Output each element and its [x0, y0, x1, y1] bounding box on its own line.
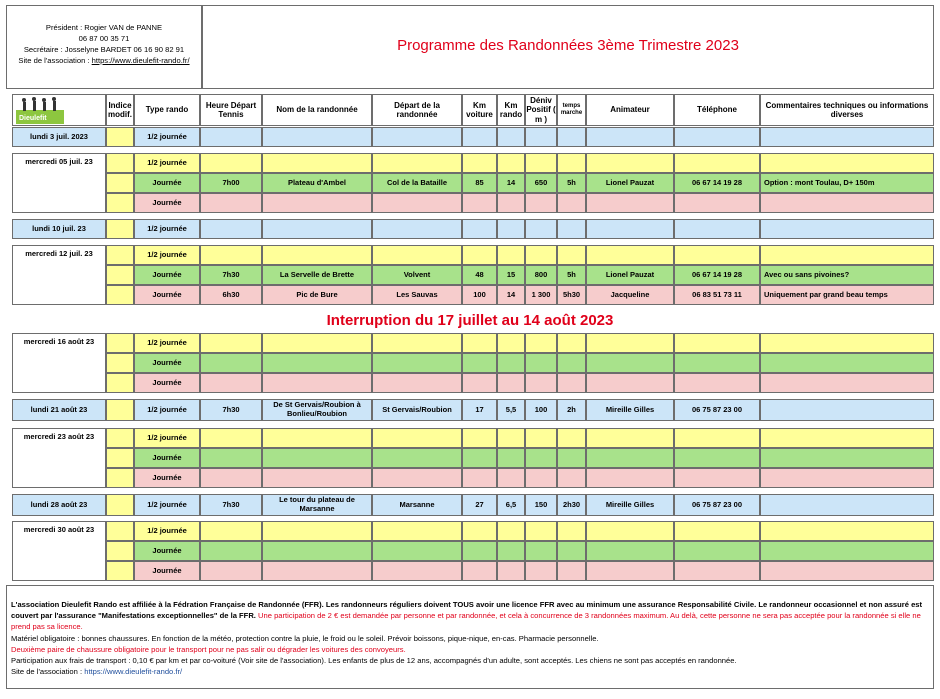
cell-animateur — [586, 153, 674, 173]
site-prefix: Site de l'association : — [18, 56, 92, 65]
cell-type: Journée — [134, 373, 200, 393]
date-cell: mercredi 16 août 23 — [12, 333, 106, 393]
cell-indice — [106, 193, 134, 213]
cell-kmr: 14 — [497, 173, 525, 193]
cell-animateur — [586, 127, 674, 147]
cell-animateur — [586, 219, 674, 239]
cell-indice — [106, 521, 134, 541]
cell-depart — [372, 193, 462, 213]
cell-kmr — [497, 333, 525, 353]
cell-indice — [106, 219, 134, 239]
cell-kmr: 15 — [497, 265, 525, 285]
cell-nom — [262, 521, 372, 541]
cell-tel — [674, 219, 760, 239]
cell-type: 1/2 journée — [134, 219, 200, 239]
cell-heure — [200, 561, 262, 581]
cell-type: 1/2 journée — [134, 521, 200, 541]
cell-kmv: 48 — [462, 265, 497, 285]
footer-chaussures: Deuxième paire de chaussure obligatoire pour le transport pour ne pas salir ou dégrader les voitures des convoyeurs. — [11, 644, 406, 654]
header-animateur: Animateur — [586, 94, 674, 126]
cell-kmr — [497, 127, 525, 147]
cell-heure: 7h00 — [200, 173, 262, 193]
cell-animateur — [586, 333, 674, 353]
cell-animateur — [586, 468, 674, 488]
cell-deniv — [525, 561, 557, 581]
secretary-line: Secrétaire : Josselyne BARDET 06 16 90 82 91 — [23, 45, 185, 54]
cell-indice — [106, 127, 134, 147]
cell-heure: 7h30 — [200, 399, 262, 421]
footer-site — [11, 666, 929, 677]
cell-kmr — [497, 521, 525, 541]
cell-tel — [674, 561, 760, 581]
cell-deniv — [525, 468, 557, 488]
cell-heure — [200, 353, 262, 373]
cell-comment — [760, 521, 934, 541]
cell-indice — [106, 541, 134, 561]
cell-nom — [262, 428, 372, 448]
footer-affiliation-bold: L'association Dieulefit Rando est affiliée à la Fédration Française de Randonnée (FFR). Les randonneurs réguliers doivent TOUS avoir une licence FFR avec au minimum une assurance Responsabilité Civile. Le randonneur occasionnel et non assuré est couvert par l'assurance "Manifestations exceptionnelles" de la FFR. — [11, 600, 923, 621]
cell-indice — [106, 285, 134, 305]
cell-kmr — [497, 353, 525, 373]
cell-indice — [106, 373, 134, 393]
cell-comment — [760, 399, 934, 421]
cell-deniv: 100 — [525, 399, 557, 421]
cell-depart: Col de la Bataille — [372, 173, 462, 193]
cell-animateur — [586, 373, 674, 393]
cell-kmv — [462, 521, 497, 541]
cell-temps — [557, 153, 586, 173]
cell-nom — [262, 153, 372, 173]
hikers-logo-icon — [16, 96, 64, 124]
cell-kmr — [497, 373, 525, 393]
cell-type: 1/2 journée — [134, 333, 200, 353]
header-indice: Indice modif. — [106, 94, 134, 126]
cell-temps — [557, 373, 586, 393]
cell-temps — [557, 468, 586, 488]
title-box — [202, 5, 934, 89]
cell-deniv: 650 — [525, 173, 557, 193]
cell-nom: Le tour du plateau de Marsanne — [262, 494, 372, 516]
cell-deniv — [525, 541, 557, 561]
page-title: Programme des Randonnées 3ème Trimestre 2023 — [397, 37, 739, 54]
cell-tel — [674, 521, 760, 541]
cell-type: 1/2 journée — [134, 245, 200, 265]
date-cell: mercredi 05 juil. 23 — [12, 153, 106, 213]
cell-animateur: Mireille Gilles — [586, 494, 674, 516]
cell-heure — [200, 428, 262, 448]
cell-indice — [106, 494, 134, 516]
cell-deniv — [525, 153, 557, 173]
cell-nom: La Servelle de Brette — [262, 265, 372, 285]
cell-deniv — [525, 373, 557, 393]
site-link[interactable]: https://www.dieulefit-rando.fr/ — [91, 56, 190, 65]
cell-kmv: 85 — [462, 173, 497, 193]
cell-tel: 06 75 87 23 00 — [674, 399, 760, 421]
cell-nom — [262, 373, 372, 393]
cell-nom: De St Gervais/Roubion à Bonlieu/Roubion — [262, 399, 372, 421]
cell-heure — [200, 373, 262, 393]
cell-kmr — [497, 428, 525, 448]
cell-tel: 06 83 51 73 11 — [674, 285, 760, 305]
header-depart: Départ de la randonnée — [372, 94, 462, 126]
cell-depart — [372, 353, 462, 373]
cell-temps — [557, 127, 586, 147]
cell-temps: 5h — [557, 265, 586, 285]
cell-nom — [262, 468, 372, 488]
cell-indice — [106, 428, 134, 448]
cell-heure — [200, 448, 262, 468]
cell-comment: Avec ou sans pivoines? — [760, 265, 934, 285]
cell-type: Journée — [134, 448, 200, 468]
header-type: Type rando — [134, 94, 200, 126]
cell-tel — [674, 193, 760, 213]
date-cell: lundi 28 août 23 — [12, 494, 106, 516]
interruption-banner: Interruption du 17 juillet au 14 août 2023 — [326, 312, 614, 329]
cell-kmr — [497, 468, 525, 488]
cell-nom — [262, 193, 372, 213]
cell-nom — [262, 561, 372, 581]
cell-tel — [674, 428, 760, 448]
cell-comment — [760, 541, 934, 561]
cell-nom: Plateau d'Ambel — [262, 173, 372, 193]
cell-heure — [200, 521, 262, 541]
cell-tel: 06 75 87 23 00 — [674, 494, 760, 516]
cell-kmr — [497, 153, 525, 173]
cell-deniv — [525, 193, 557, 213]
cell-temps — [557, 193, 586, 213]
cell-nom: Pic de Bure — [262, 285, 372, 305]
cell-deniv: 800 — [525, 265, 557, 285]
cell-tel — [674, 245, 760, 265]
cell-tel: 06 67 14 19 28 — [674, 173, 760, 193]
cell-depart — [372, 428, 462, 448]
cell-animateur: Lionel Pauzat — [586, 265, 674, 285]
cell-animateur: Mireille Gilles — [586, 399, 674, 421]
cell-type: Journée — [134, 193, 200, 213]
cell-heure: 7h30 — [200, 494, 262, 516]
cell-temps: 2h30 — [557, 494, 586, 516]
cell-kmr — [497, 245, 525, 265]
cell-indice — [106, 448, 134, 468]
header-commentaires: Commentaires techniques ou informations diverses — [760, 94, 934, 126]
cell-kmv — [462, 245, 497, 265]
cell-comment — [760, 561, 934, 581]
footer-site-prefix: Site de l'association : — [11, 667, 85, 677]
cell-animateur — [586, 521, 674, 541]
cell-indice — [106, 561, 134, 581]
cell-indice — [106, 399, 134, 421]
cell-tel — [674, 541, 760, 561]
cell-temps — [557, 428, 586, 448]
cell-temps — [557, 219, 586, 239]
cell-depart — [372, 153, 462, 173]
cell-indice — [106, 265, 134, 285]
cell-indice — [106, 353, 134, 373]
cell-kmv — [462, 561, 497, 581]
cell-tel — [674, 373, 760, 393]
cell-animateur: Lionel Pauzat — [586, 173, 674, 193]
cell-nom — [262, 541, 372, 561]
cell-heure — [200, 219, 262, 239]
cell-depart — [372, 561, 462, 581]
cell-tel — [674, 153, 760, 173]
cell-kmv — [462, 541, 497, 561]
cell-depart — [372, 245, 462, 265]
header-km-voiture: Km voiture — [462, 94, 497, 126]
cell-indice — [106, 173, 134, 193]
cell-indice — [106, 153, 134, 173]
cell-deniv — [525, 333, 557, 353]
cell-kmv — [462, 468, 497, 488]
cell-kmv — [462, 333, 497, 353]
cell-indice — [106, 468, 134, 488]
cell-heure — [200, 333, 262, 353]
cell-indice — [106, 245, 134, 265]
cell-temps — [557, 521, 586, 541]
cell-heure — [200, 127, 262, 147]
cell-type: Journée — [134, 265, 200, 285]
cell-animateur — [586, 353, 674, 373]
cell-deniv — [525, 127, 557, 147]
cell-nom — [262, 245, 372, 265]
cell-kmv — [462, 193, 497, 213]
cell-comment — [760, 127, 934, 147]
cell-type: Journée — [134, 561, 200, 581]
cell-kmv — [462, 153, 497, 173]
cell-deniv — [525, 353, 557, 373]
cell-depart — [372, 127, 462, 147]
logo-text: Dieulefit — [19, 115, 47, 122]
cell-comment — [760, 153, 934, 173]
cell-kmv — [462, 219, 497, 239]
cell-comment — [760, 448, 934, 468]
cell-kmv: 27 — [462, 494, 497, 516]
cell-comment: Uniquement par grand beau temps — [760, 285, 934, 305]
cell-heure — [200, 245, 262, 265]
cell-depart: Marsanne — [372, 494, 462, 516]
cell-temps — [557, 333, 586, 353]
cell-depart: Les Sauvas — [372, 285, 462, 305]
header-heure: Heure Départ Tennis — [200, 94, 262, 126]
footer-transport: Participation aux frais de transport : 0,10 € par km et par co-voituré (Voir site de l'association). Les enfants de plus de 12 ans, accompagnés d'un adulte, sont acceptés. Les chiens ne sont pas acceptés en randonnée. — [11, 656, 737, 666]
cell-kmr — [497, 541, 525, 561]
date-cell: lundi 21 août 23 — [12, 399, 106, 421]
cell-depart — [372, 333, 462, 353]
date-cell: mercredi 12 juil. 23 — [12, 245, 106, 305]
cell-nom — [262, 333, 372, 353]
cell-heure — [200, 193, 262, 213]
site-line — [7, 55, 201, 66]
footer-notes — [6, 585, 934, 689]
cell-comment — [760, 245, 934, 265]
cell-animateur — [586, 561, 674, 581]
footer-participation: Une participation de 2 € est demandée par personne et par randonnée, et cela à concurrence de 3 randonnées maximum. Au delà, cette personne ne sera pas acceptée pour la randonnée si elle ne prend pas sa licence. — [11, 611, 921, 632]
cell-kmv — [462, 353, 497, 373]
cell-kmv — [462, 373, 497, 393]
cell-kmv: 17 — [462, 399, 497, 421]
cell-heure: 7h30 — [200, 265, 262, 285]
cell-kmr — [497, 448, 525, 468]
header-temps: temps marche — [557, 94, 586, 126]
cell-tel — [674, 353, 760, 373]
cell-comment — [760, 494, 934, 516]
cell-type: 1/2 journée — [134, 428, 200, 448]
cell-comment: Option : mont Toulau, D+ 150m — [760, 173, 934, 193]
cell-depart — [372, 541, 462, 561]
footer-site-link[interactable]: https://www.dieulefit-rando.fr/ — [84, 667, 183, 677]
cell-nom — [262, 219, 372, 239]
cell-type: Journée — [134, 468, 200, 488]
cell-deniv — [525, 219, 557, 239]
cell-temps — [557, 541, 586, 561]
logo-cell — [12, 94, 106, 126]
cell-comment — [760, 353, 934, 373]
cell-deniv — [525, 521, 557, 541]
footer-materiel: Matériel obligatoire : bonnes chaussures. En fonction de la météo, protection contre la pluie, le froid ou le soleil. Prévoir boissons, pique-nique, en-cas. Pharmacie personnelle. — [11, 633, 599, 643]
cell-deniv — [525, 448, 557, 468]
date-cell: mercredi 23 août 23 — [12, 428, 106, 488]
cell-kmr: 5,5 — [497, 399, 525, 421]
cell-comment — [760, 468, 934, 488]
cell-comment — [760, 193, 934, 213]
cell-heure — [200, 468, 262, 488]
cell-tel — [674, 333, 760, 353]
cell-comment — [760, 373, 934, 393]
cell-type: Journée — [134, 173, 200, 193]
cell-kmr — [497, 219, 525, 239]
cell-heure — [200, 541, 262, 561]
cell-comment — [760, 219, 934, 239]
header-telephone: Téléphone — [674, 94, 760, 126]
cell-kmr: 14 — [497, 285, 525, 305]
cell-kmv — [462, 448, 497, 468]
date-cell: mercredi 30 août 23 — [12, 521, 106, 581]
cell-kmv: 100 — [462, 285, 497, 305]
cell-type: Journée — [134, 541, 200, 561]
cell-type: 1/2 journée — [134, 153, 200, 173]
president-line: Président : Rogier VAN de PANNE — [45, 23, 163, 32]
contact-box — [6, 5, 202, 89]
cell-nom — [262, 127, 372, 147]
cell-animateur — [586, 193, 674, 213]
cell-comment — [760, 428, 934, 448]
cell-depart — [372, 373, 462, 393]
cell-type: 1/2 journée — [134, 494, 200, 516]
cell-temps: 2h — [557, 399, 586, 421]
header-km-rando: Km rando — [497, 94, 525, 126]
cell-tel — [674, 127, 760, 147]
cell-temps: 5h30 — [557, 285, 586, 305]
cell-depart — [372, 448, 462, 468]
cell-indice — [106, 333, 134, 353]
cell-comment — [760, 333, 934, 353]
cell-kmv — [462, 428, 497, 448]
cell-temps — [557, 353, 586, 373]
cell-depart — [372, 468, 462, 488]
cell-depart: St Gervais/Roubion — [372, 399, 462, 421]
cell-depart — [372, 219, 462, 239]
cell-nom — [262, 353, 372, 373]
cell-heure: 6h30 — [200, 285, 262, 305]
cell-type: Journée — [134, 353, 200, 373]
cell-depart: Volvent — [372, 265, 462, 285]
cell-tel — [674, 448, 760, 468]
cell-deniv: 1 300 — [525, 285, 557, 305]
cell-type: 1/2 journée — [134, 127, 200, 147]
cell-deniv — [525, 245, 557, 265]
cell-animateur — [586, 245, 674, 265]
cell-nom — [262, 448, 372, 468]
header-deniv: Déniv Positif ( m ) — [525, 94, 557, 126]
president-phone: 06 87 00 35 71 — [78, 34, 130, 43]
cell-animateur — [586, 428, 674, 448]
cell-temps — [557, 448, 586, 468]
cell-deniv — [525, 428, 557, 448]
footer-affiliation — [11, 599, 929, 633]
date-cell: lundi 10 juil. 23 — [12, 219, 106, 239]
cell-kmr: 6,5 — [497, 494, 525, 516]
cell-temps: 5h — [557, 173, 586, 193]
cell-deniv: 150 — [525, 494, 557, 516]
header-nom: Nom de la randonnée — [262, 94, 372, 126]
cell-kmr — [497, 561, 525, 581]
cell-animateur: Jacqueline — [586, 285, 674, 305]
cell-temps — [557, 561, 586, 581]
cell-type: 1/2 journée — [134, 399, 200, 421]
cell-animateur — [586, 448, 674, 468]
cell-depart — [372, 521, 462, 541]
cell-animateur — [586, 541, 674, 561]
cell-tel — [674, 468, 760, 488]
cell-temps — [557, 245, 586, 265]
cell-heure — [200, 153, 262, 173]
cell-type: Journée — [134, 285, 200, 305]
cell-kmr — [497, 193, 525, 213]
date-cell: lundi 3 juil. 2023 — [12, 127, 106, 147]
cell-kmv — [462, 127, 497, 147]
cell-tel: 06 67 14 19 28 — [674, 265, 760, 285]
